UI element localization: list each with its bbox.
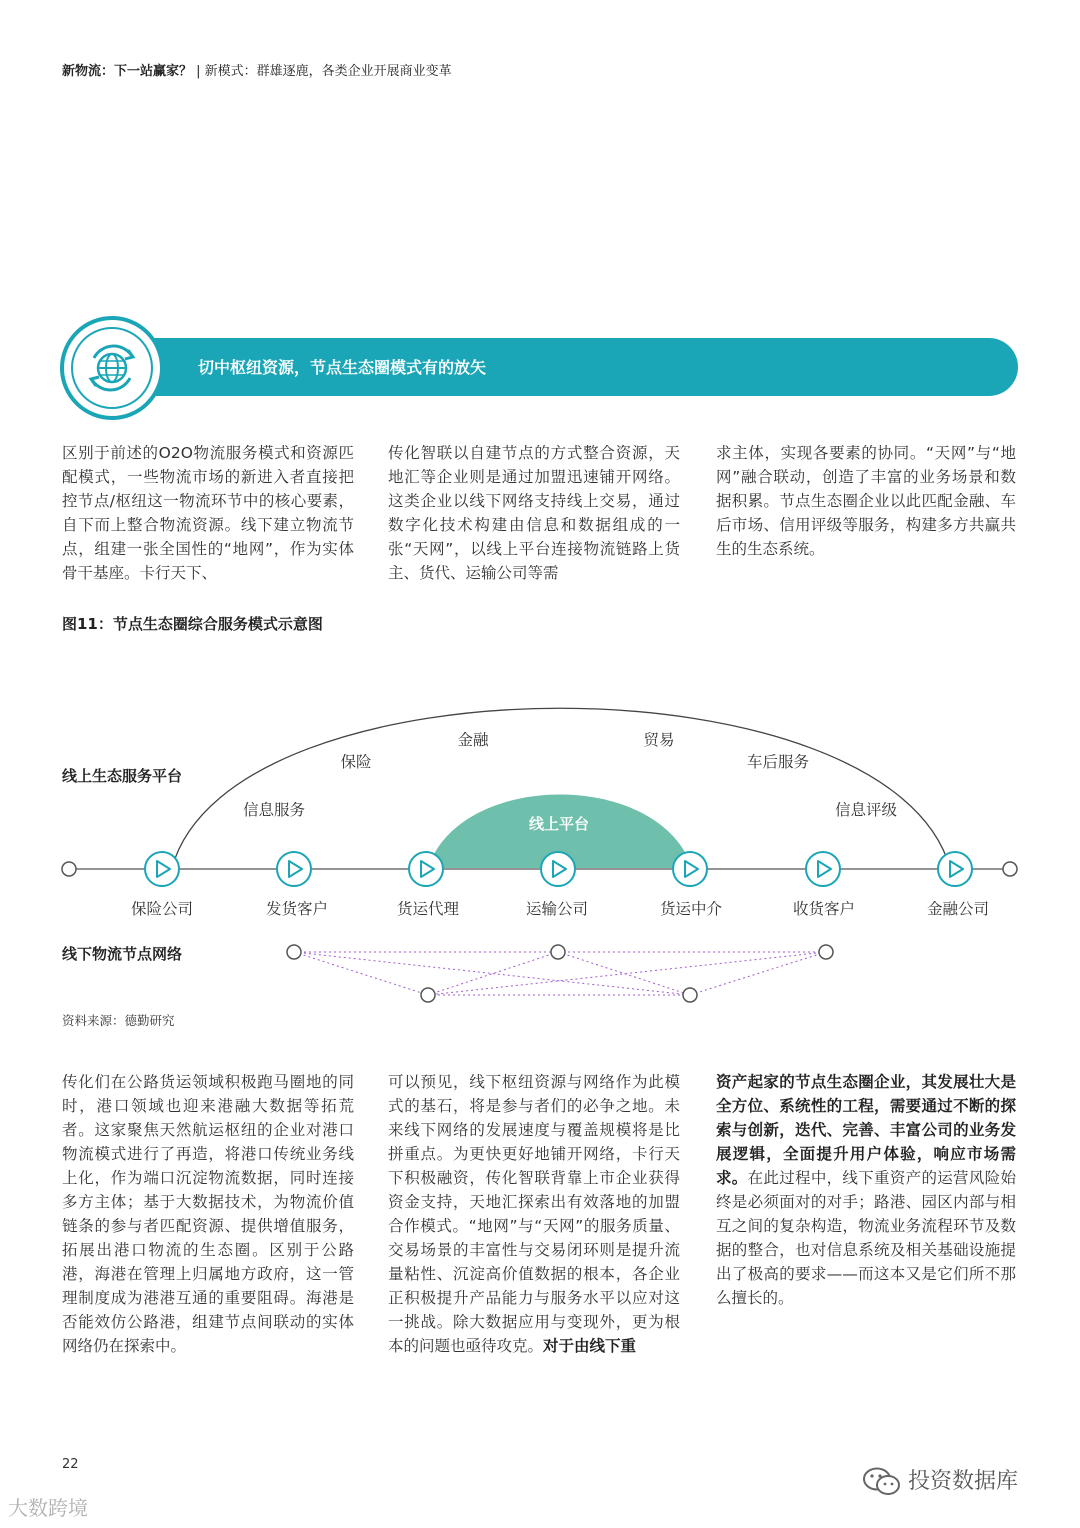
intro-column-3: 求主体，实现各要素的协同。“天网”与“地网”融合联动，创造了丰富的业务场景和数据积累。节点生态圈企业以此匹配金融、车后市场、信用评级等服务，构建多方共赢共生的生态系统。 — [716, 444, 1016, 558]
offline-network-label: 线下物流节点网络 — [62, 945, 183, 963]
node-play-icon — [277, 852, 311, 886]
body-column-3-text: 在此过程中，线下重资产的运营风险始终是必须面对的对手；路港、园区内部与相互之间的复杂构造，物流业务流程环节及数据的整合，也对信息系统及相关基础设施提出了极高的要求——而这本又是它们所不那么擅长的。 — [716, 1169, 1016, 1307]
node-label: 货运代理 — [396, 900, 460, 918]
watermark-left-text: 大数跨境 — [8, 1496, 88, 1520]
running-header — [62, 60, 452, 79]
node-play-icon — [806, 852, 840, 886]
service-label: 信息评级 — [834, 801, 898, 819]
service-label: 车后服务 — [746, 753, 810, 771]
node-play-icon — [145, 852, 179, 886]
body-column-3-bold: 资产起家的节点生态圈企业，其发展壮大是全方位、系统性的工程，需要通过不断的探索与创新，迭代、完善、丰富公司的业务发展逻辑，全面提升用户体验，响应市场需求。 — [716, 1073, 1016, 1187]
body-column-2 — [388, 1070, 680, 1358]
online-ecosystem-label: 线上生态服务平台 — [62, 767, 183, 785]
node-label: 收货客户 — [792, 900, 856, 918]
intro-column-1: 区别于前述的O2O物流服务模式和资源匹配模式，一些物流市场的新进入者直接把控节点/枢纽这一物流环节中的核心要素，自下而上整合物流资源。线下建立物流节点，组建一张全国性的“地网”，作为实体骨干基座。卡行天下、 — [62, 444, 354, 582]
node-play-icon — [938, 852, 972, 886]
header-title: 新物流：下一站赢家？ — [62, 64, 193, 79]
line-endpoint — [1003, 862, 1017, 876]
online-platform-label: 线上平台 — [528, 815, 590, 833]
service-label: 贸易 — [643, 731, 675, 749]
service-label: 保险 — [340, 753, 372, 771]
body-column-2-bold: 对于由线下重 — [543, 1337, 637, 1355]
watermark-right-text: 投资数据库 — [908, 1469, 1019, 1494]
line-endpoint — [62, 862, 76, 876]
offline-node — [421, 988, 435, 1002]
section-title: 切中枢纽资源，节点生态圈模式有的放矢 — [198, 358, 487, 377]
node-play-icon — [409, 852, 443, 886]
offline-node — [683, 988, 697, 1002]
figure-title: 图11：节点生态圈综合服务模式示意图 — [62, 615, 323, 633]
page-number: 22 — [62, 1457, 79, 1472]
intro-column-2: 传化智联以自建节点的方式整合资源，天地汇等企业则是通过加盟迅速铺开网络。这类企业以线下网络支持线上交易，通过数字化技术构建由信息和数据组成的一张“天网”，以线上平台连接物流链路上货主、货代、运输公司等需 — [388, 444, 680, 582]
service-label: 信息服务 — [242, 801, 306, 819]
node-play-icon — [673, 852, 707, 886]
offline-node — [551, 945, 565, 959]
ecosystem-diagram — [0, 660, 1080, 1010]
node-label: 发货客户 — [265, 900, 329, 918]
figure-source: 资料来源：德勤研究 — [62, 1013, 175, 1028]
node-label: 金融公司 — [926, 900, 990, 918]
globe-refresh-icon — [58, 314, 166, 422]
body-column-1: 传化们在公路货运领域积极跑马圈地的同时，港口领域也迎来港融大数据等拓荒者。这家聚焦天然航运枢纽的企业对港口物流模式进行了再造，将港口传统业务线上化，作为端口沉淀物流数据，同时连接多方主体；基于大数据技术，为物流价值链条的参与者匹配资源、提供增值服务，拓展出港口物流的生态圈。区别于公路港，海港在管理上归属地方政府，这一管理制度成为港港互通的重要阻碍。海港是否能效仿公路港，组建节点间联动的实体网络仍在探索中。 — [62, 1073, 354, 1355]
offline-node — [287, 945, 301, 959]
wechat-icon — [862, 1466, 902, 1498]
node-label: 保险公司 — [130, 900, 194, 918]
body-column-3 — [716, 1070, 1016, 1310]
header-subtitle: | 新模式：群雄逐鹿，各类企业开展商业变革 — [192, 64, 452, 79]
body-column-2-text: 可以预见，线下枢纽资源与网络作为此模式的基石，将是参与者们的必争之地。未来线下网络的发展速度与覆盖规模将是比拼重点。为更快更好地铺开网络，卡行天下积极融资，传化智联背靠上市企业获得资金支持，天地汇探索出有效落地的加盟合作模式。“地网”与“天网”的服务质量、交易场景的丰富性与交易闭环则是提升流量粘性、沉淀高价值数据的根本，各企业正积极提升产品能力与服务水平以应对这一挑战。除大数据应用与变现外，更为根本的问题也亟待攻克。 — [388, 1073, 680, 1355]
node-label: 货运中介 — [659, 900, 723, 918]
watermark-right — [862, 1464, 1018, 1498]
node-play-icon — [541, 852, 575, 886]
service-label: 金融 — [457, 731, 489, 749]
watermark-left — [8, 1492, 88, 1521]
node-label: 运输公司 — [525, 900, 589, 918]
offline-node — [819, 945, 833, 959]
